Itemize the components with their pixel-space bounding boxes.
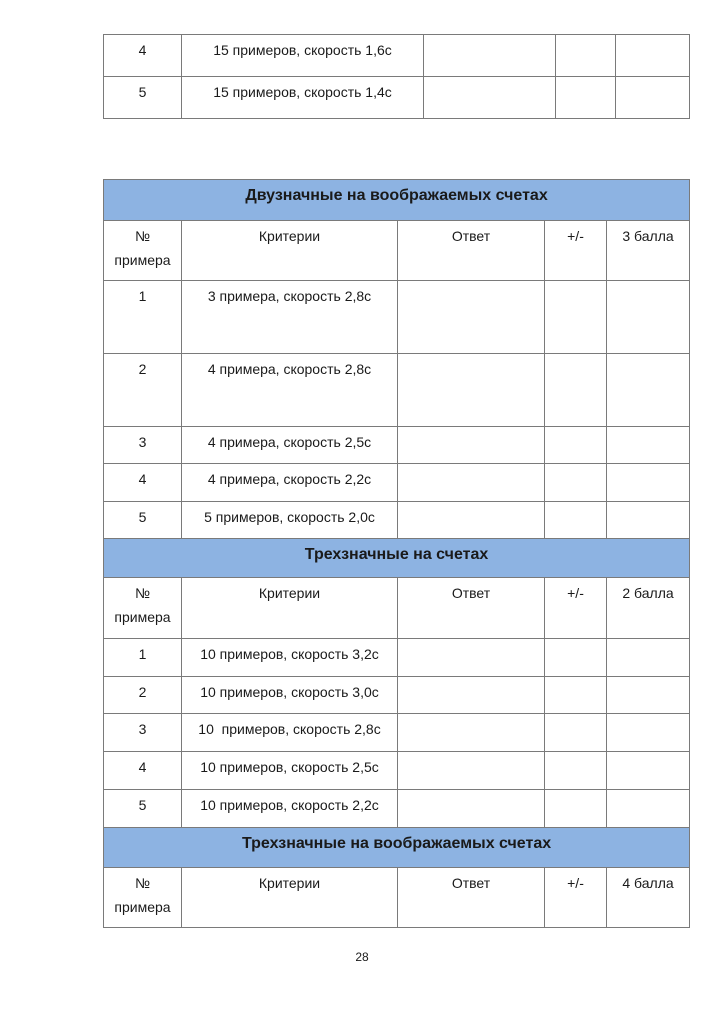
criteria-cell: 3 примера, скорость 2,8с (182, 281, 398, 354)
column-header-criteria: Критерии (182, 221, 398, 281)
answer-cell[interactable] (398, 354, 545, 427)
table-row (104, 77, 690, 119)
criteria-cell: 10 примеров, скорость 3,0с (182, 677, 398, 714)
table-row (104, 502, 690, 539)
example-number: 5 (104, 790, 182, 828)
score-cell[interactable] (616, 35, 690, 77)
score-cell[interactable] (607, 790, 690, 828)
section-title: Двузначные на воображаемых счетах (104, 180, 690, 221)
plusminus-cell[interactable] (545, 752, 607, 790)
plusminus-cell[interactable] (545, 281, 607, 354)
column-header-answer: Ответ (398, 578, 545, 639)
score-cell[interactable] (607, 427, 690, 464)
column-header-row (104, 221, 690, 281)
example-number: 4 (104, 464, 182, 502)
plusminus-cell[interactable] (545, 790, 607, 828)
column-header-number: № примера (104, 868, 182, 928)
table-row (104, 354, 690, 427)
answer-cell[interactable] (398, 464, 545, 502)
column-header-plusminus: +/- (545, 868, 607, 928)
plusminus-cell[interactable] (545, 677, 607, 714)
answer-cell[interactable] (398, 790, 545, 828)
assessment-table (103, 179, 690, 928)
section-header-row (104, 539, 690, 578)
example-number: 3 (104, 427, 182, 464)
column-header-row (104, 578, 690, 639)
example-number: 5 (104, 77, 182, 119)
criteria-cell: 4 примера, скорость 2,5с (182, 427, 398, 464)
plusminus-cell[interactable] (556, 77, 616, 119)
answer-cell[interactable] (398, 502, 545, 539)
column-header-score: 3 балла (607, 221, 690, 281)
table-row (104, 464, 690, 502)
table-row (104, 752, 690, 790)
criteria-cell: 10 примеров, скорость 2,2с (182, 790, 398, 828)
table-row (104, 281, 690, 354)
column-header-answer: Ответ (398, 221, 545, 281)
score-cell[interactable] (607, 464, 690, 502)
column-header-score: 4 балла (607, 868, 690, 928)
column-header-plusminus: +/- (545, 578, 607, 639)
example-number: 5 (104, 502, 182, 539)
answer-cell[interactable] (398, 752, 545, 790)
example-number: 2 (104, 677, 182, 714)
table-row (104, 427, 690, 464)
section-header-row (104, 180, 690, 221)
criteria-cell: 10 примеров, скорость 2,5с (182, 752, 398, 790)
section-header-row (104, 828, 690, 868)
plusminus-cell[interactable] (545, 714, 607, 752)
score-cell[interactable] (607, 752, 690, 790)
plusminus-cell[interactable] (545, 354, 607, 427)
example-number: 2 (104, 354, 182, 427)
answer-cell[interactable] (398, 677, 545, 714)
answer-cell[interactable] (424, 35, 556, 77)
answer-cell[interactable] (398, 639, 545, 677)
column-header-criteria: Критерии (182, 578, 398, 639)
example-number: 4 (104, 35, 182, 77)
example-number: 1 (104, 639, 182, 677)
answer-cell[interactable] (424, 77, 556, 119)
answer-cell[interactable] (398, 281, 545, 354)
criteria-cell: 15 примеров, скорость 1,6с (182, 35, 424, 77)
criteria-cell: 4 примера, скорость 2,8с (182, 354, 398, 427)
table-row (104, 714, 690, 752)
criteria-cell: 4 примера, скорость 2,2с (182, 464, 398, 502)
column-header-number: № примера (104, 578, 182, 639)
plusminus-cell[interactable] (545, 639, 607, 677)
criteria-cell: 10 примеров, скорость 3,2с (182, 639, 398, 677)
section-title: Трехзначные на счетах (104, 539, 690, 578)
example-number: 3 (104, 714, 182, 752)
table-row (104, 639, 690, 677)
score-cell[interactable] (607, 354, 690, 427)
plusminus-cell[interactable] (545, 502, 607, 539)
column-header-plusminus: +/- (545, 221, 607, 281)
column-header-number: № примера (104, 221, 182, 281)
score-cell[interactable] (607, 502, 690, 539)
example-number: 4 (104, 752, 182, 790)
column-header-criteria: Критерии (182, 868, 398, 928)
score-cell[interactable] (616, 77, 690, 119)
score-cell[interactable] (607, 639, 690, 677)
plusminus-cell[interactable] (556, 35, 616, 77)
table-row (104, 677, 690, 714)
criteria-cell: 5 примеров, скорость 2,0с (182, 502, 398, 539)
column-header-answer: Ответ (398, 868, 545, 928)
plusminus-cell[interactable] (545, 464, 607, 502)
answer-cell[interactable] (398, 714, 545, 752)
answer-cell[interactable] (398, 427, 545, 464)
section-title: Трехзначные на воображаемых счетах (104, 828, 690, 868)
plusminus-cell[interactable] (545, 427, 607, 464)
page-number: 28 (355, 950, 369, 964)
score-cell[interactable] (607, 677, 690, 714)
column-header-score: 2 балла (607, 578, 690, 639)
criteria-cell: 15 примеров, скорость 1,4с (182, 77, 424, 119)
criteria-cell: 10 примеров, скорость 2,8с (182, 714, 398, 752)
continuation-table (103, 34, 690, 119)
table-row (104, 790, 690, 828)
column-header-row (104, 868, 690, 928)
score-cell[interactable] (607, 281, 690, 354)
table-row (104, 35, 690, 77)
example-number: 1 (104, 281, 182, 354)
score-cell[interactable] (607, 714, 690, 752)
